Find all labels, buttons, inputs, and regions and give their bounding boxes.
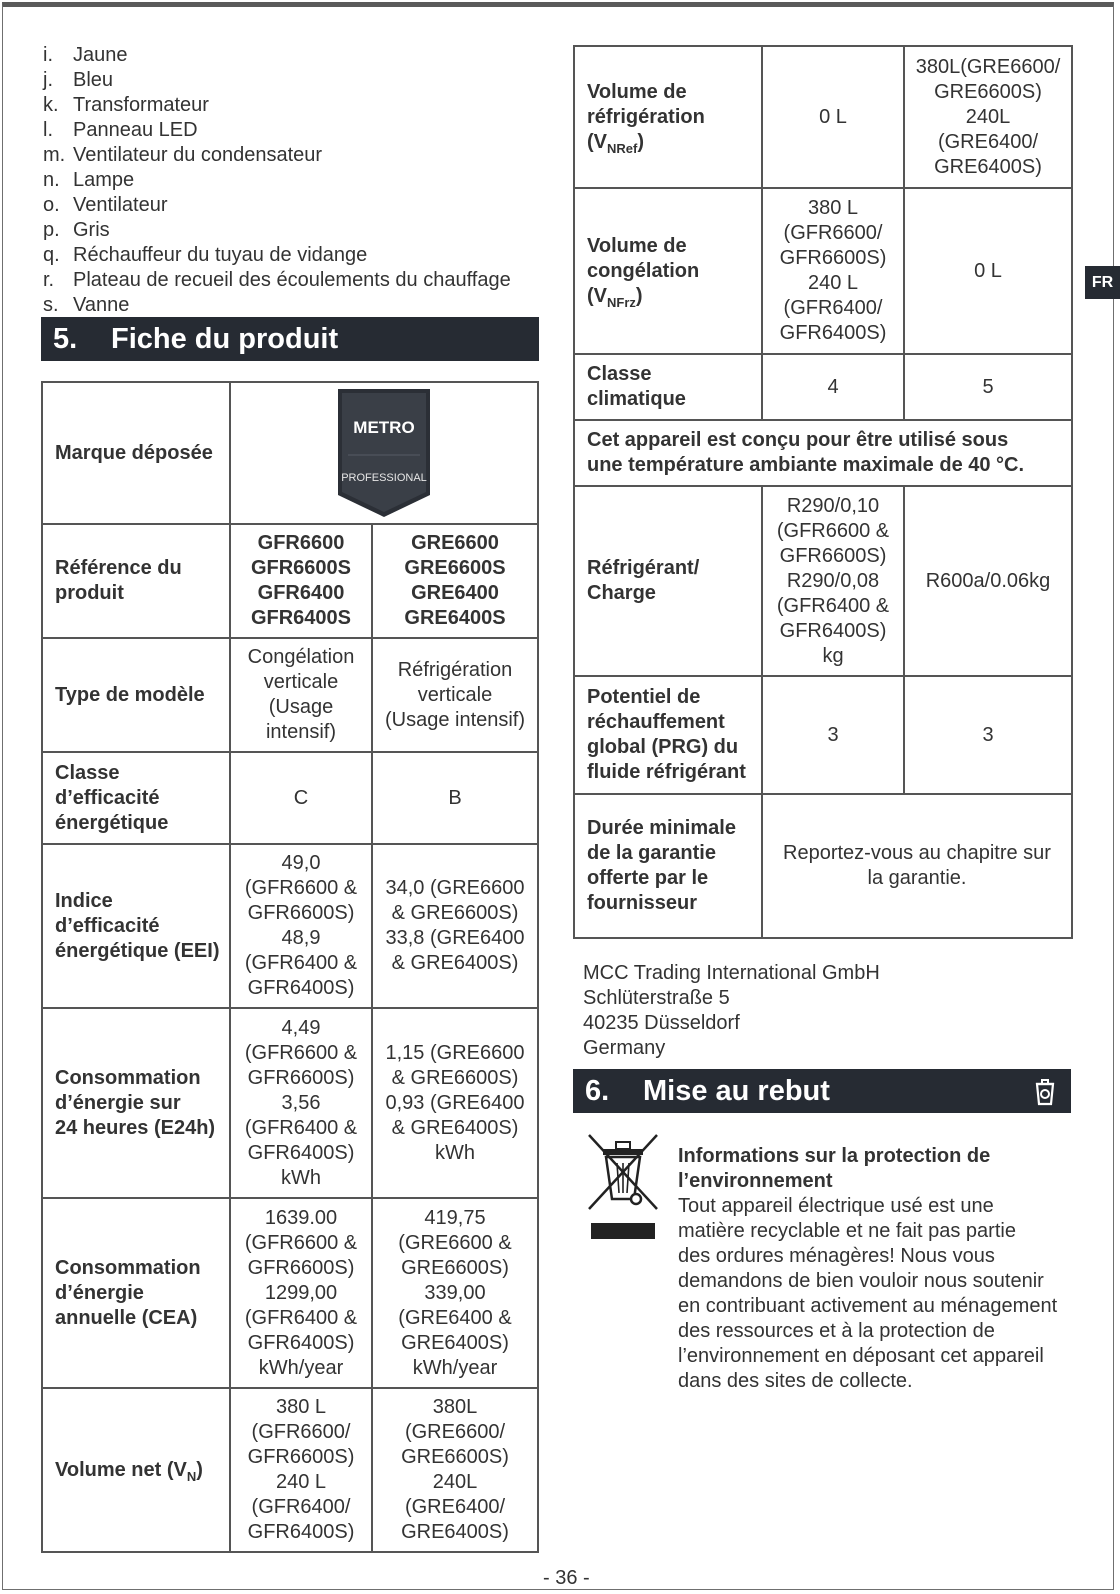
cell-warranty: Reportez-vous au chapitre sur la garantie.	[762, 794, 1072, 938]
row-label-eei: Indice d’efficacité énergétique (EEI)	[42, 844, 230, 1008]
section-6-header	[573, 1069, 1071, 1113]
section-number: 6.	[585, 1075, 610, 1107]
page	[2, 2, 1114, 1590]
section-title: Mise au rebut	[643, 1075, 830, 1107]
section-title: Fiche du produit	[111, 323, 339, 355]
product-table-right	[573, 45, 1073, 939]
ambient-temperature-note: Cet appareil est conçu pour être utilisé sous une température ambiante maximale de 40 °C.	[574, 420, 1072, 486]
cell-vref-col1: 0 L	[762, 46, 904, 188]
cell-class-col1: C	[230, 752, 372, 844]
cell-cea-col1: 1639.00 (GFR6600 & GFR6600S) 1299,00 (GFR6400 & GFR6400S) kWh/year	[230, 1198, 372, 1388]
logo-sub: PROFESSIONAL	[341, 472, 427, 484]
weee-crossed-bin-icon	[585, 1131, 661, 1249]
row-label-class: Classe d’efficacité énergétique	[42, 752, 230, 844]
row-label-net-volume: Volume net $(V_N)$	[42, 1388, 230, 1552]
list-item: k. Transformateur	[43, 94, 209, 116]
row-label-climate: Classe climatique	[574, 354, 762, 420]
language-tab: FR	[1085, 266, 1120, 299]
list-item: r. Plateau de recueil des écoulements du chauffage	[43, 269, 511, 291]
cell-ref-col2: GRE6600 GRE6600S GRE6400 GRE6400S	[372, 524, 538, 638]
row-label-refrigerant: Réfrigérant/ Charge	[574, 486, 762, 676]
list-item: o. Ventilateur	[43, 194, 168, 216]
product-table-left	[41, 381, 539, 1553]
cell-gwp-col2: 3	[904, 676, 1072, 794]
cell-vfrz-col2: 0 L	[904, 188, 1072, 354]
list-item: s. Vanne	[43, 294, 130, 316]
cell-gwp-col1: 3	[762, 676, 904, 794]
parts-list	[43, 43, 511, 318]
cell-type-col1: Congélation verticale (Usage intensif)	[230, 638, 372, 752]
row-label-warranty: Durée minimale de la garantie offerte par le fournisseur	[574, 794, 762, 938]
row-label-vfrz: Volume de congélation $(V_{NFrz})$	[574, 188, 762, 354]
env-protection-body: Tout appareil électrique usé est une matière recyclable et ne fait pas partie des ordures ménagères! Nous vous demandons de bien vouloir nous soutenir en contribuant activement au ménagement des ressources et à la protection de l’environnement en déposant cet appareil dans des sites de collecte.	[678, 1195, 1058, 1392]
row-label-type: Type de modèle	[42, 638, 230, 752]
cell-vref-col2: 380L(GRE6600/ GRE6600S) 240L (GRE6400/ GRE6400S)	[904, 46, 1072, 188]
recycle-bin-icon	[1033, 1076, 1057, 1106]
section-number: 5.	[53, 323, 78, 355]
list-item: m. Ventilateur du condensateur	[43, 144, 323, 166]
cell-eei-col2: 34,0 (GRE6600 & GRE6600S) 33,8 (GRE6400 & GRE6400S)	[372, 844, 538, 1008]
cell-eei-col1: 49,0 (GFR6600 & GFR6600S) 48,9 (GFR6400 & GFR6400S)	[230, 844, 372, 1008]
cell-vn-col2: 380L (GRE6600/ GRE6600S) 240L (GRE6400/ GRE6400S)	[372, 1388, 538, 1552]
brand-label: Marque déposée	[42, 382, 230, 524]
list-item: n. Lampe	[43, 169, 135, 191]
cell-vfrz-col1: 380 L (GFR6600/ GFR6600S) 240 L (GFR6400/ GFR6400S)	[762, 188, 904, 354]
cell-ref-col1: GFR6600 GFR6600S GFR6400 GFR6400S	[230, 524, 372, 638]
list-item: q. Réchauffeur du tuyau de vidange	[43, 244, 368, 266]
row-label-cea: Consommation d’énergie annuelle (CEA)	[42, 1198, 230, 1388]
list-item: l. Panneau LED	[43, 119, 198, 141]
cell-type-col2: Réfrigération verticale (Usage intensif)	[372, 638, 538, 752]
env-protection-title: Informations sur la protection de l’environnement	[678, 1145, 991, 1192]
cell-refrigerant-col2: R600a/0.06kg	[904, 486, 1072, 676]
cell-e24-col1: 4,49 (GFR6600 & GFR6600S) 3,56 (GFR6400 & GFR6400S) kWh	[230, 1008, 372, 1198]
brand-logo-cell	[230, 382, 538, 524]
manufacturer-address: MCC Trading International GmbH Schlüterstraße 5 40235 Düsseldorf Germany	[583, 962, 880, 1059]
cell-class-col2: B	[372, 752, 538, 844]
cell-vn-col1: 380 L (GFR6600/ GFR6600S) 240 L (GFR6400/ GFR6400S)	[230, 1388, 372, 1552]
cell-cea-col2: 419,75 (GRE6600 & GRE6600S) 339,00 (GRE6400 & GRE6400S) kWh/year	[372, 1198, 538, 1388]
cell-climate-col2: 5	[904, 354, 1072, 420]
list-item: p. Gris	[43, 219, 110, 241]
row-label-vref: Volume de réfrigération $(V_{NRef})$	[574, 46, 762, 188]
cell-climate-col1: 4	[762, 354, 904, 420]
row-label-e24: Consommation d’énergie sur 24 heures (E24h)	[42, 1008, 230, 1198]
cell-e24-col2: 1,15 (GRE6600 & GRE6600S) 0,93 (GRE6400 & GRE6400S) kWh	[372, 1008, 538, 1198]
logo-brand: METRO	[353, 418, 415, 437]
list-item: i. Jaune	[43, 44, 128, 66]
section-5-header	[41, 317, 539, 361]
metro-logo	[338, 389, 430, 517]
row-label-gwp: Potentiel de réchauffement global (PRG) du fluide réfrigérant	[574, 676, 762, 794]
page-number: - 36 -	[543, 1567, 590, 1589]
cell-refrigerant-col1: R290/0,10 (GFR6600 & GFR6600S) R290/0,08 (GFR6400 & GFR6400S) kg	[762, 486, 904, 676]
list-item: j. Bleu	[43, 69, 114, 91]
row-label-reference: Référence du produit	[42, 524, 230, 638]
